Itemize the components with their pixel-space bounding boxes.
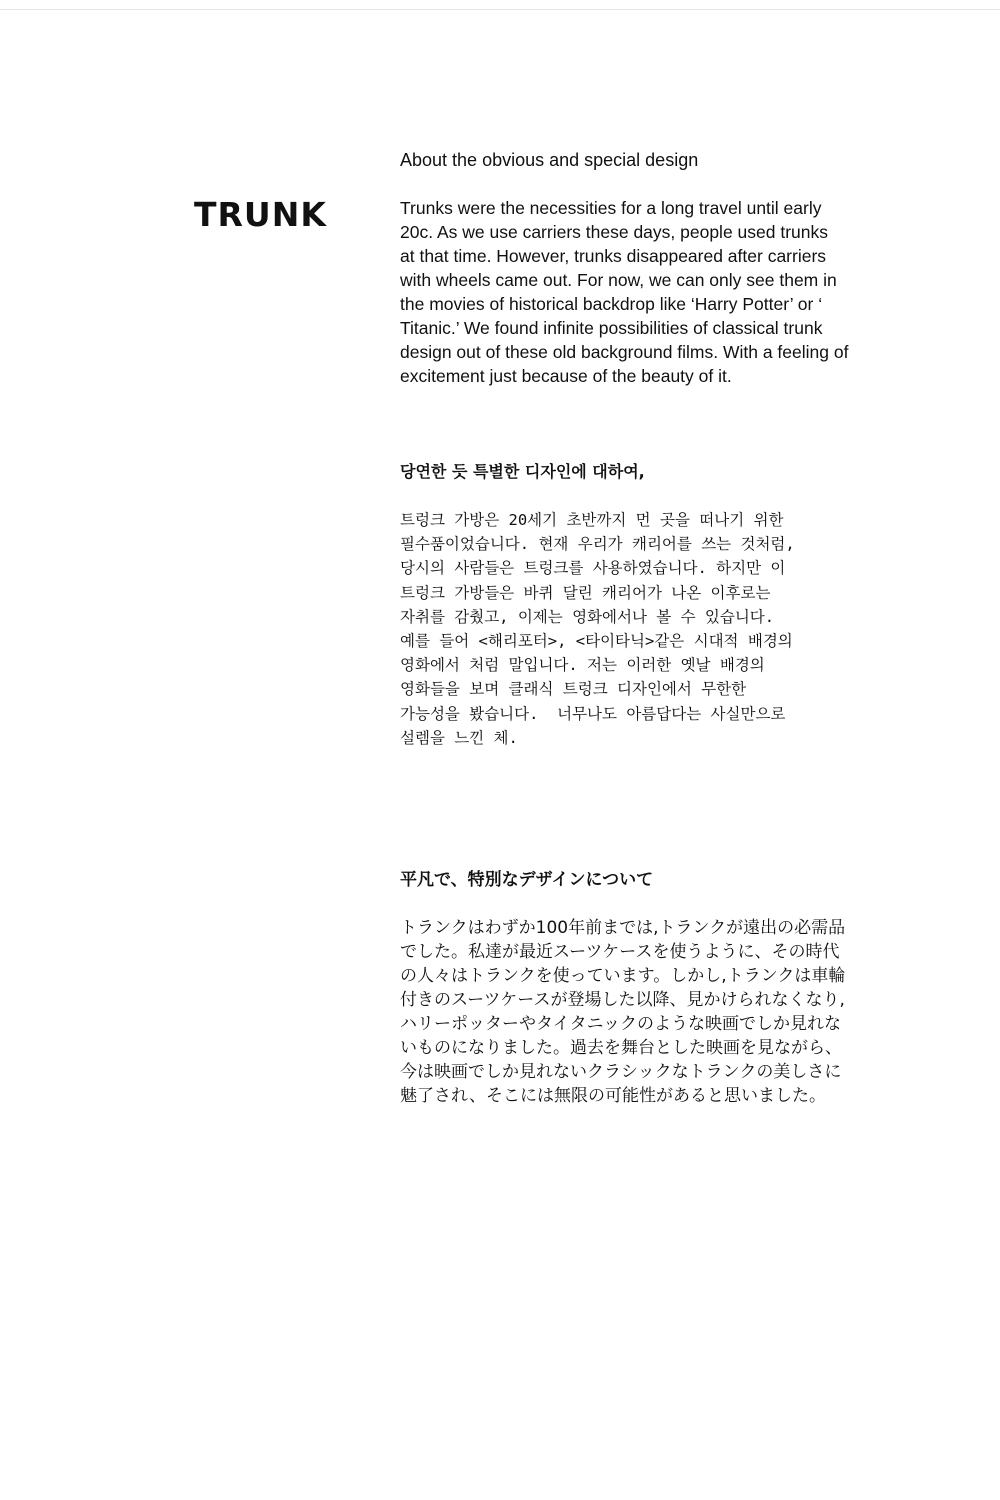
section-heading-japanese: 平凡で、特別なデザインについて — [400, 870, 654, 890]
section-body-english: Trunks were the necessities for a long travel until early 20c. As we use carriers these days, people used trunks at that time. However, trunks disappeared after carriers with wheels came out. For now, we can only see them in the movies of historical backdrop like ‘Harry Potter’ or ‘ Titanic.’ We found infinite possibilities of classical trunk design out of these old background films. With a feeling of excitement just because of the beauty of it. — [400, 198, 849, 386]
brand-title: TRUNK — [194, 195, 327, 234]
section-japanese — [400, 868, 880, 1108]
section-heading-korean: 당연한 듯 특별한 디자인에 대하여, — [400, 462, 645, 481]
top-divider — [0, 9, 1000, 10]
section-body-japanese: トランクはわずか100年前までは,トランクが遠出の必需品 でした。私達が最近スーツケースを使うように、その時代 の人々はトランクを使っています。しかし,トランクは車輪 付きのスーツケースが登場した以降、見かけられなくなり, ハリーポッターやタイタニックのような映画でしか見れな いものになりました。過去を舞台とした映画を見ながら、 今は映画でしか見れないクラシックなトランクの美しさに 魅了され、そこには無限の可能性があると思いました。 — [400, 918, 846, 1106]
section-body-korean: 트렁크 가방은 20세기 초반까지 먼 곳을 떠나기 위한 필수품이었습니다. 현재 우리가 캐리어를 쓰는 것처럼, 당시의 사람들은 트렁크를 사용하였습니다. 하지만 이 트렁크 가방들은 바퀴 달린 캐리어가 나온 이후로는 자취를 감췄고, 이제는 영화에서나 볼 수 있습니다. 예를 들어 <해리포터>, <타이타닉>같은 시대적 배경의 영화에서 처럼 말입니다. 저는 이러한 옛날 배경의 영화들을 보며 클래식 트렁크 디자인에서 무한한 가능성을 봤습니다. 너무나도 아름답다는 사실만으로 설렘을 느낀 체. — [400, 511, 795, 747]
section-heading-english: About the obvious and special design — [400, 150, 699, 170]
section-english — [400, 148, 880, 388]
section-korean — [400, 460, 880, 750]
